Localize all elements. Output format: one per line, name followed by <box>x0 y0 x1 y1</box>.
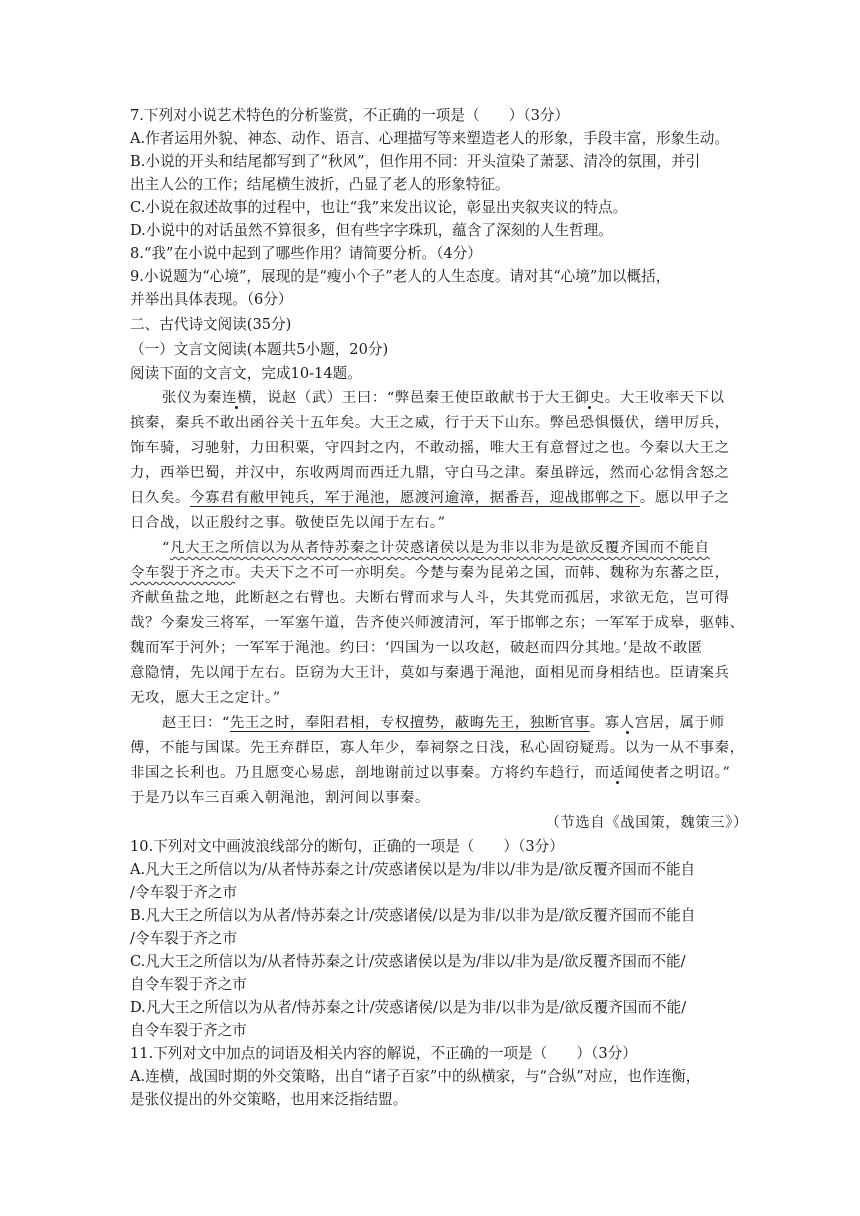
passage-p1-line4: 力，西举巴蜀，并汉中，东收两周而西迁九鼎，守白马之津。秦虽辟远，然而心忿悁含怒之 <box>130 465 730 481</box>
q10-option-c-line2: 自令车裂于齐之市 <box>130 976 247 993</box>
passage-text: 赵王曰：“ <box>162 715 230 731</box>
passage-text: 非国之长利也。乃且愿变心易虑，剖地谢前过以事秦。方将约车趋行，而 <box>130 765 610 781</box>
passage-text: 宫居，属于师 <box>634 715 725 731</box>
q11-stem: 11.下列对文中加点的词语及相关内容的解说，不正确的一项是（ ）（3分） <box>130 1045 637 1062</box>
passage-p3-line2: 傅，不能与国谋。先王弃群臣，寡人年少，奉祠祭之日浅，私心固窃疑焉。以为一从不事秦， <box>130 740 745 756</box>
q7-option-d: D.小说中的对话虽然不算很多，但有些字字珠玑，蕴含了深刻的人生哲理。 <box>130 222 613 239</box>
passage-text: 。寡 <box>589 715 620 731</box>
q10-option-b-line1: B.凡大王之所信以为从者/恃苏秦之计/荧惑诸侯/以是为非/以非为是/欲反覆齐国而不能自 <box>130 907 696 924</box>
passage-text: 。大王收率天下以 <box>604 390 725 406</box>
passage-p1-line6: 日合战，以正殷纣之事。敬使臣先以闻于左右。” <box>130 515 446 531</box>
underlined-sentence: 今寡君有敝甲钝兵，军于渑池，愿渡河逾漳，据番吾，迎战邯郸之下 <box>189 490 640 506</box>
passage-p1-line5 <box>130 487 730 509</box>
q7-option-b-line1: B.小说的开头和结尾都写到了“秋风”，但作用不同：开头渲染了萧瑟、清冷的氛围，并引 <box>130 153 701 170</box>
q10-option-d-line2: 自令车裂于齐之市 <box>130 1022 247 1039</box>
passage-p2-line4: 哉？今秦发三将军，一军塞午道，告齐使兴师渡清河，军于邯郸之东；一军军于成皋，驱韩、 <box>130 615 745 631</box>
passage-p1-line2: 摈秦，秦兵不敢出函谷关十五年矣。大王之威，行于天下山东。弊邑恐惧慑伏，缮甲厉兵， <box>130 415 730 431</box>
q10-option-a-line1: A.凡大王之所信以为/从者恃苏秦之计/荧惑诸侯以是为/非以/非为是/欲反覆齐国而不能自 <box>130 861 696 878</box>
q9-stem-line2: 并举出具体表现。（6分） <box>130 291 293 308</box>
wavy-underlined-text: 凡大王之所信以为从者恃苏秦之计荧惑诸侯以是为非以非为是欲反覆齐国而不能自 <box>169 540 710 556</box>
q7-option-b-line2: 出主人公的工作；结尾横生波折，凸显了老人的形象特征。 <box>130 176 510 193</box>
passage-p2-line7: 无攻，愿大王之定计。” <box>130 690 281 706</box>
passage-p3-line1 <box>162 712 725 734</box>
q9-stem-line1: 9.小说题为“心境”，展现的是“瘦小个子”老人的人生态度。请对其“心境”加以概括， <box>130 268 671 285</box>
q11-option-a-line2: 是张仪提出的外交策略，也用来泛指结盟。 <box>130 1091 408 1108</box>
q7-stem: 7.下列对小说艺术特色的分析鉴赏，不正确的一项是（ ）（3分） <box>130 107 570 124</box>
passage-text: 日久矣。 <box>130 490 190 506</box>
passage-text: 。夫天下之不可一亦明矣。今楚与秦为昆弟之国，而韩、魏称为东蕃之臣， <box>234 565 730 581</box>
passage-p2-line5: 魏而军于河外；一军军于渑池。约曰：‘四国为一以攻赵，破赵而四分其地。’是故不敢匿 <box>130 640 703 656</box>
passage-source: （节选自《战国策，魏策三》） <box>545 815 748 831</box>
q10-option-a-line2: /令车裂于齐之市 <box>130 884 238 901</box>
q10-stem: 10.下列对文中画波浪线部分的断句，正确的一项是（ ）（3分） <box>130 838 564 855</box>
section-heading: 二、古代诗文阅读(35分) <box>130 316 292 333</box>
q7-option-c: C.小说在叙述故事的过程中，也让“我”来发出议论，彰显出夹叙夹议的特点。 <box>130 199 628 216</box>
dotted-term: 人 <box>619 715 635 731</box>
passage-p3-line4: 于是乃以车三百乘入朝渑池，割河间以事秦。 <box>130 790 430 806</box>
reading-instruction: 阅读下面的文言文，完成10-14题。 <box>130 365 362 382</box>
passage-p3-line3 <box>130 762 730 784</box>
dotted-term: 御史 <box>574 390 605 406</box>
passage-text: 闻使者之明诏。” <box>624 765 731 781</box>
q10-option-c-line1: C.凡大王之所信以为/从者恃苏秦之计/荧惑诸侯以是为/非以/非为是/欲反覆齐国而不能/ <box>130 953 686 970</box>
passage-text: 张仪为秦 <box>162 390 222 406</box>
passage-p2-line2 <box>130 562 730 584</box>
passage-text: ，说赵（武）王曰：“弊邑秦王使臣敢献书于大王 <box>251 390 575 406</box>
passage-text: “ <box>162 540 170 556</box>
q10-option-d-line1: D.凡大王之所信以为从者/恃苏秦之计/荧惑诸侯/以是为非/以非为是/欲反覆齐国而不能/ <box>130 999 687 1016</box>
q8-stem: 8.“我”在小说中起到了哪些作用？请简要分析。（4分） <box>130 245 482 262</box>
underlined-sentence: 先王之时，奉阳君相，专权擅势，蔽晦先王，独断官事 <box>229 715 590 731</box>
passage-p2-line6: 意隐情，先以闻于左右。臣窃为大王计，莫如与秦遇于渑池，面相见而身相结也。臣请案兵 <box>130 665 730 681</box>
wavy-underlined-text: 令车裂于齐之市 <box>130 565 235 581</box>
passage-p2-line3: 齐献鱼盐之地，此断赵之右臂也。夫断右臂而求与人斗，失其党而孤居，求欲无危，岂可得 <box>130 590 730 606</box>
passage-p2-line1 <box>162 537 710 559</box>
q11-option-a-line1: A.连横，战国时期的外交策略，出自“诸子百家”中的纵横家，与“合纵”对应，也作连衡， <box>130 1068 701 1085</box>
dotted-term: 连横 <box>221 390 252 406</box>
dotted-term: 适 <box>609 765 625 781</box>
passage-text: 。愿以甲子之 <box>639 490 730 506</box>
passage-p1-line3: 饰车骑，习驰射，力田积粟，守四封之内，不敢动摇，唯大王有意督过之也。今秦以大王之 <box>130 440 730 456</box>
subsection-heading: （一）文言文阅读(本题共5小题，20分) <box>130 341 389 358</box>
q10-option-b-line2: /令车裂于齐之市 <box>130 930 238 947</box>
passage-p1-line1 <box>162 387 725 409</box>
q7-option-a: A.作者运用外貌、神态、动作、语言、心理描写等来塑造老人的形象，手段丰富，形象生动。 <box>130 130 729 147</box>
